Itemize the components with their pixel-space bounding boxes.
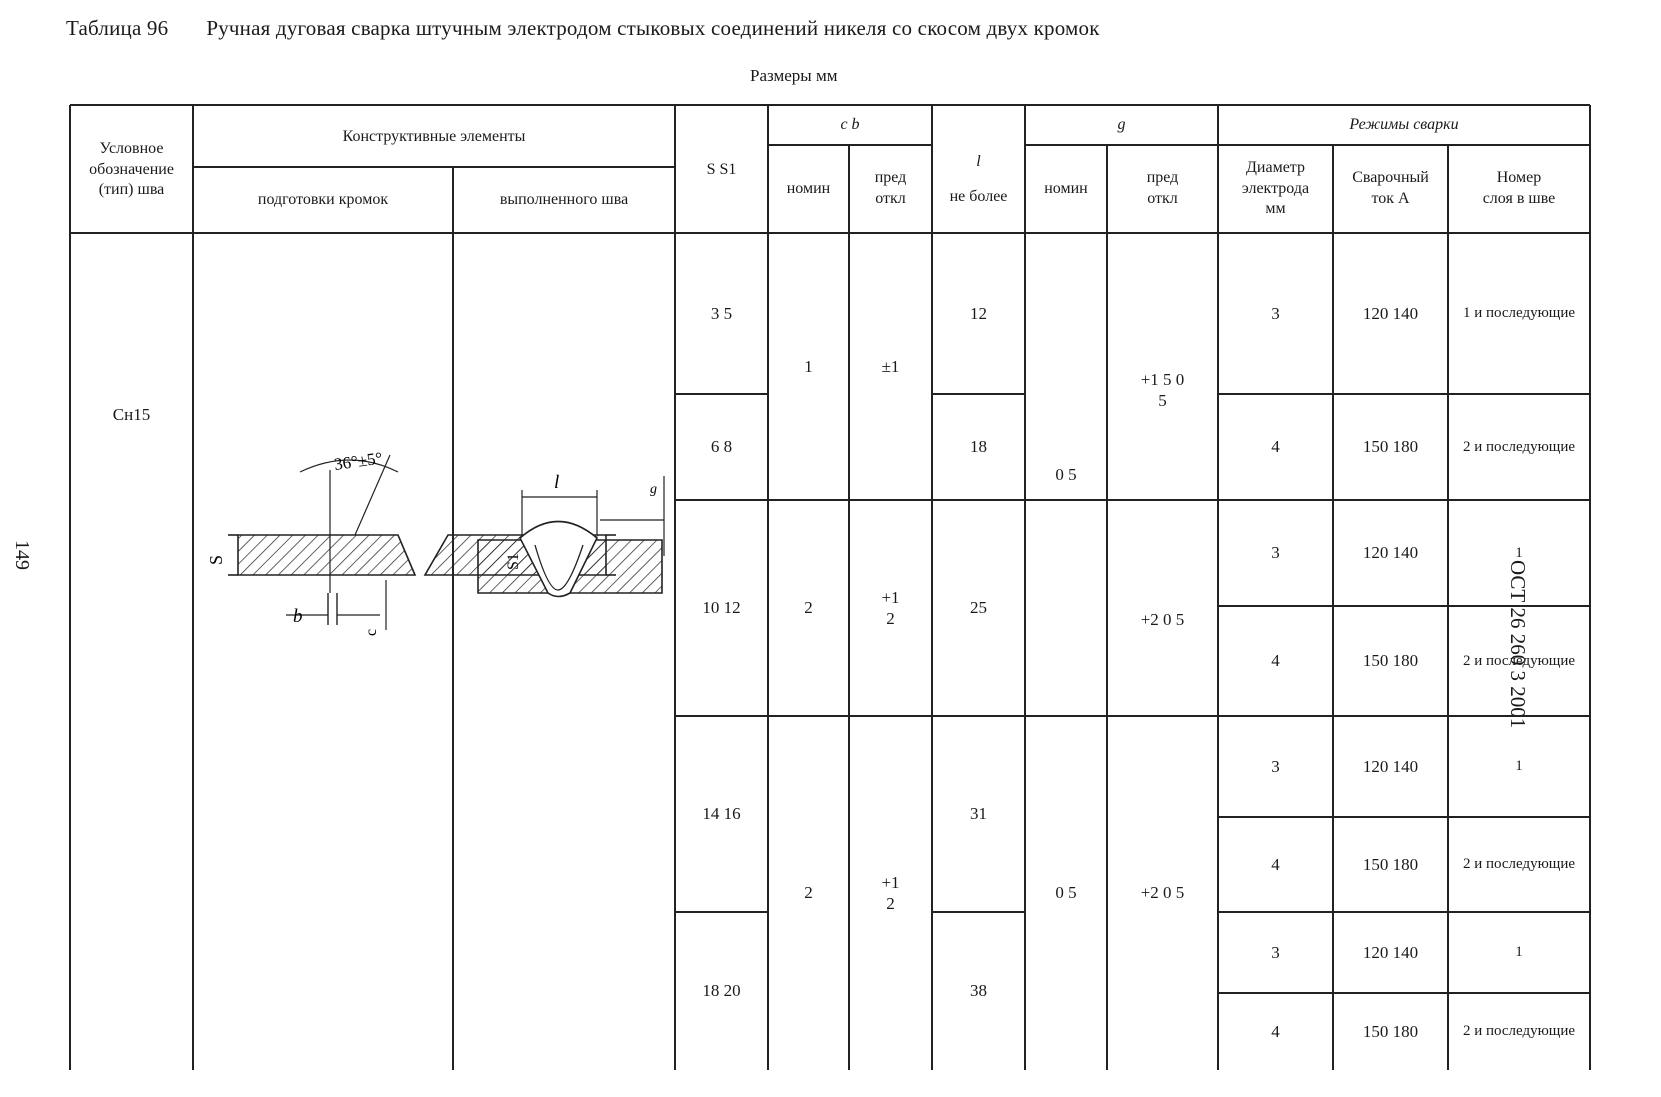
document-code: ОСТ 26 260 3 2001 bbox=[1506, 560, 1530, 729]
layer-number: 2 и последующие bbox=[1462, 652, 1576, 669]
welding-current: 150 180 bbox=[1362, 437, 1419, 457]
g-deviation: +2 0 5 bbox=[1140, 883, 1185, 903]
welding-current: 120 140 bbox=[1362, 756, 1419, 776]
col-layer: Номер слоя в шве bbox=[1482, 169, 1556, 207]
c-nominal: 2 bbox=[804, 598, 813, 618]
layer-number: 1 bbox=[1515, 944, 1523, 961]
layer-number: 1 bbox=[1515, 758, 1523, 775]
c-deviation: ±1 bbox=[881, 356, 900, 376]
col-g-dev: пред откл bbox=[1146, 169, 1179, 207]
l-value: 18 bbox=[970, 437, 987, 457]
col-c-b: c b bbox=[840, 115, 860, 133]
seam-height-label-g: g bbox=[650, 482, 657, 497]
c-deviation: +1 2 bbox=[881, 587, 900, 628]
g-nominal: 0 5 bbox=[1055, 464, 1077, 484]
col-constructive: Конструктивные элементы bbox=[342, 128, 526, 146]
col-l bbox=[934, 130, 1023, 230]
units-note: Размеры мм bbox=[750, 66, 838, 85]
c-nominal: 2 bbox=[804, 883, 813, 903]
table-label: Таблица 96 bbox=[66, 16, 169, 40]
l-value: 38 bbox=[970, 981, 987, 1001]
col-current: Сварочный ток А bbox=[1352, 169, 1429, 207]
thickness-value: 18 20 bbox=[702, 981, 741, 1001]
electrode-diameter: 4 bbox=[1271, 1021, 1280, 1041]
thickness-label-s: S bbox=[206, 554, 226, 565]
electrode-diameter: 4 bbox=[1271, 437, 1280, 457]
layer-number: 2 и последующие bbox=[1462, 438, 1576, 455]
col-diameter: Диаметр электрода мм bbox=[1241, 158, 1310, 218]
col-g: g bbox=[1117, 115, 1126, 133]
electrode-diameter: 4 bbox=[1271, 651, 1280, 671]
angle-label: 36°±5° bbox=[332, 448, 384, 474]
electrode-diameter: 3 bbox=[1271, 543, 1280, 563]
l-value: 31 bbox=[970, 804, 987, 824]
col-thickness: S S1 bbox=[706, 160, 737, 178]
welding-current: 120 140 bbox=[1362, 303, 1419, 323]
welding-current: 150 180 bbox=[1362, 1021, 1419, 1041]
c-deviation: +1 2 bbox=[881, 872, 900, 913]
col-g-nom: номин bbox=[1044, 179, 1088, 197]
layer-number: 1 bbox=[1515, 544, 1523, 561]
col-prep: подготовки кромок bbox=[257, 190, 389, 208]
layer-number: 2 и последующие bbox=[1462, 1023, 1576, 1040]
root-label-c: c bbox=[363, 628, 380, 636]
welding-current: 120 140 bbox=[1362, 942, 1419, 962]
thickness-value: 3 5 bbox=[710, 303, 733, 323]
seam-width-label-l: l bbox=[554, 472, 560, 493]
electrode-diameter: 4 bbox=[1271, 854, 1280, 874]
layer-number: 2 и последующие bbox=[1462, 856, 1576, 873]
l-value: 12 bbox=[970, 303, 987, 323]
thickness-value: 14 16 bbox=[702, 804, 741, 824]
g-deviation: +2 0 5 bbox=[1140, 610, 1185, 630]
welding-current: 150 180 bbox=[1362, 651, 1419, 671]
col-welded: выполненного шва bbox=[499, 190, 629, 208]
g-deviation: +1 5 0 5 bbox=[1140, 369, 1185, 410]
col-l-max: не более bbox=[949, 188, 1008, 205]
col-c-dev: пред откл bbox=[874, 169, 907, 207]
gap-label-b: b bbox=[293, 606, 303, 627]
col-l-symbol: l bbox=[976, 153, 981, 171]
l-value: 25 bbox=[970, 598, 987, 618]
table-caption: Ручная дуговая сварка штучным электродом стыковых соединений никеля со скосом двух кромок bbox=[206, 16, 1100, 40]
electrode-diameter: 3 bbox=[1271, 942, 1280, 962]
welding-current: 120 140 bbox=[1362, 543, 1419, 563]
electrode-diameter: 3 bbox=[1271, 303, 1280, 323]
thickness-value: 10 12 bbox=[702, 598, 741, 618]
page-number: 149 bbox=[11, 540, 33, 570]
col-c-nom: номин bbox=[786, 179, 831, 197]
welding-current: 150 180 bbox=[1362, 854, 1419, 874]
c-nominal: 1 bbox=[804, 356, 813, 376]
designation-value: Сн15 bbox=[112, 405, 151, 425]
col-designation: Условное обозначение (тип) шва bbox=[89, 139, 174, 199]
col-mode: Режимы сварки bbox=[1349, 115, 1459, 133]
electrode-diameter: 3 bbox=[1271, 756, 1280, 776]
layer-number: 1 и последующие bbox=[1462, 305, 1576, 322]
g-nominal: 0 5 bbox=[1055, 883, 1077, 903]
thickness-value: 6 8 bbox=[710, 437, 733, 457]
